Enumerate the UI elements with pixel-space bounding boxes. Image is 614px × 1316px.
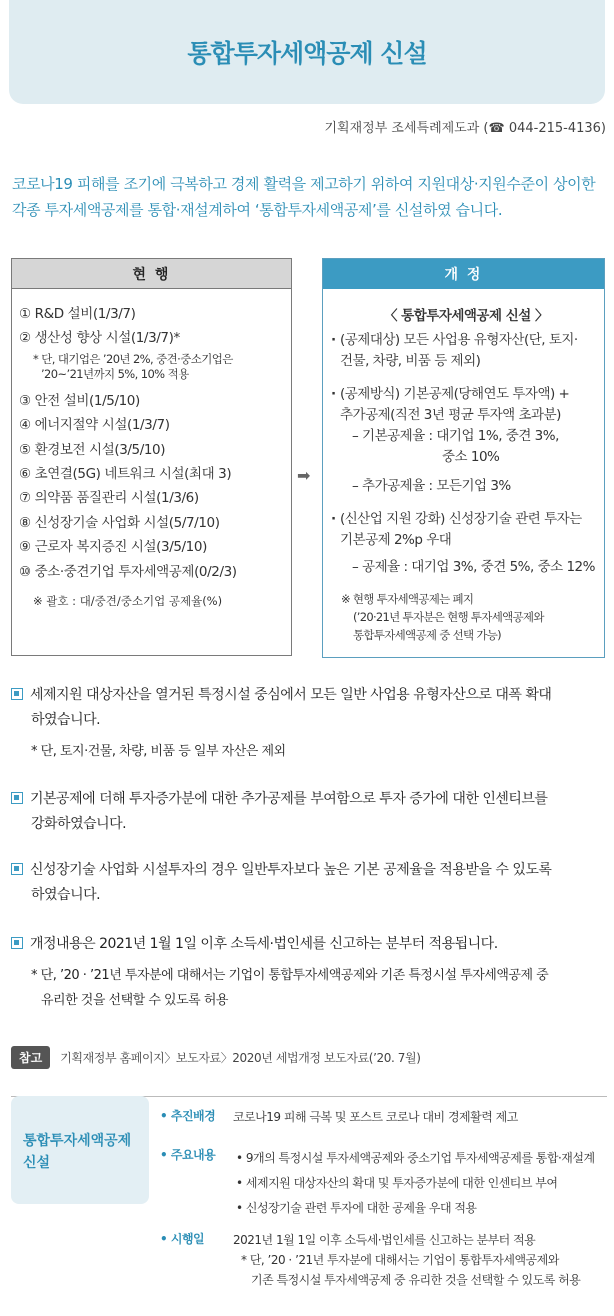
summary-date-note: * 단, ’20 · ’21년 투자분에 대해서는 기업이 통합투자세액공제와 (241, 1253, 559, 1267)
current-note: ※ 괄호 : 대/중견/중소기업 공제율(%) (33, 593, 223, 608)
bullet-line: · (공제방식) 기본공제(당해연도 투자액) + (340, 386, 570, 402)
note-line: (’20·21년 투자분은 현행 투자세액공제와 (353, 610, 544, 624)
note-line: ※ 현행 투자세액공제는 폐지 (341, 592, 474, 606)
current-item: ① R&D 설비(1/3/7) (19, 306, 136, 322)
revised-bullet (331, 384, 601, 497)
paragraph-3 (11, 858, 606, 908)
square-bullet-icon (11, 937, 23, 949)
sub-note-line: ’20~’21년까지 5%, 10% 적용 (41, 366, 189, 381)
revised-body (331, 304, 601, 644)
summary-list-item: • 신성장기술 관련 투자에 대한 공제율 우대 적용 (236, 1201, 477, 1215)
summary-date-line: 2021년 1월 1일 이후 소득세·법인세를 신고하는 분부터 적용 (233, 1233, 536, 1247)
paragraph-line: 하였습니다. (31, 712, 101, 728)
sub-note-line: * 단, 대기업은 ’20년 2%, 중견·중소기업은 (33, 351, 233, 366)
current-item: ⑧ 신성장기술 사업화 시설(5/7/10) (19, 514, 220, 531)
bullet-line: 추가공제(직전 3년 평균 투자액 초과분) (340, 407, 561, 423)
square-bullet-icon (11, 863, 23, 875)
current-header: 현 행 (12, 259, 291, 289)
current-item: ⑨ 근로자 복지증진 시설(3/5/10) (19, 539, 207, 556)
summary-date-value (233, 1230, 580, 1290)
summary-value: 코로나19 피해 극복 및 포스트 코로나 대비 경제활력 제고 (233, 1110, 518, 1124)
current-column (11, 258, 292, 656)
paragraph-1 (11, 683, 606, 764)
current-item: ② 생산성 향상 시설(1/3/7)* (19, 330, 180, 347)
square-bullet-icon (11, 688, 23, 700)
paragraph-2 (11, 787, 606, 837)
revised-bullet (331, 330, 601, 372)
current-item: ⑦ 의약품 품질관리 시설(1/3/6) (19, 490, 199, 507)
bullet-dash-line: – 기본공제율 : 대기업 1%, 중견 3%, (352, 428, 559, 444)
intro-text: 코로나19 피해를 조기에 극복하고 경제 활력을 제고하기 위하여 지원대상·지원수준이 상이한 각종 투자세액공제를 통합·재설계하여 ‘통합투자세액공제’를 신설하였 습니다. (12, 175, 596, 219)
revised-subtitle: 〈 통합투자세액공제 신설 〉 (383, 308, 548, 324)
revised-note (331, 590, 601, 644)
current-item: ⑥ 초연결(5G) 네트워크 시설(최대 3) (19, 465, 232, 482)
page-title: 통합투자세액공제 신설 (187, 39, 427, 68)
bullet-dash-line: – 공제율 : 대기업 3%, 중견 5%, 중소 12% (352, 559, 595, 575)
paragraph-note: * 단, ’20 · ’21년 투자분에 대해서는 기업이 통합투자세액공제와 기존 특정시설 투자세액공제 중 (31, 968, 549, 983)
paragraph-note: * 단, 토지·건물, 차량, 비품 등 일부 자산은 제외 (31, 744, 286, 759)
summary-title: 통합투자세액공제 신설 (23, 1133, 132, 1171)
paragraph-line: 신성장기술 사업화 시설투자의 경우 일반투자보다 높은 기본 공제율을 적용받을 수 있도록 (30, 862, 552, 878)
reference (11, 1046, 421, 1069)
paragraph-line: 세제지원 대상자산을 열거된 특정시설 중심에서 모든 일반 사업용 유형자산으로 대폭 확대 (30, 687, 552, 703)
square-bullet-icon (11, 792, 23, 804)
paragraph-line: 기본공제에 더해 투자증가분에 대한 추가공제를 부여함으로 투자 증가에 대한 인센티브를 (30, 791, 548, 807)
reference-text: 기획재정부 홈페이지〉보도자료〉2020년 세법개정 보도자료(’20. 7월) (60, 1051, 421, 1065)
bullet-line: 건물, 차량, 비품 등 제외) (340, 353, 481, 369)
current-item: ④ 에너지절약 시설(1/3/7) (19, 417, 170, 434)
paragraph-note: 유리한 것을 선택할 수 있도록 허용 (41, 993, 228, 1008)
current-item: ⑤ 환경보전 시설(3/5/10) (19, 441, 166, 458)
bullet-dash-line: – 추가공제율 : 모든기업 3% (352, 478, 511, 494)
summary-label: • 시행일 (160, 1232, 205, 1246)
bullet-line: 기본공제 2%p 우대 (340, 532, 452, 548)
current-sub-note (19, 352, 291, 382)
current-item: ⑩ 중소·중견기업 투자세액공제(0/2/3) (19, 563, 237, 580)
note-line: 통합투자세액공제 중 선택 가능) (353, 628, 501, 642)
bullet-line: · (신산업 지원 강화) 신성장기술 관련 투자는 (340, 511, 582, 527)
summary-list-item: • 세제지원 대상자산의 확대 및 투자증가분에 대한 인센티브 부여 (236, 1176, 558, 1190)
department-contact: 기획재정부 조세특례제도과 (☎ 044-215-4136) (324, 121, 606, 136)
summary-label: • 추진배경 (160, 1109, 216, 1123)
summary-list-item: • 9개의 특정시설 투자세액공제와 중소기업 투자세액공제를 통합·재설계 (236, 1151, 595, 1165)
revised-bullet (331, 509, 601, 578)
revised-header: 개 정 (323, 259, 604, 289)
summary-label: • 주요내용 (160, 1148, 216, 1162)
paragraph-line: 강화하였습니다. (31, 816, 127, 832)
bullet-line: · (공제대상) 모든 사업용 유형자산(단, 토지· (340, 332, 578, 348)
current-item: ③ 안전 설비(1/5/10) (19, 392, 140, 409)
current-items (19, 303, 291, 609)
arrow-right-icon: ➡ (297, 466, 311, 485)
paragraph-line: 개정내용은 2021년 1월 1일 이후 소득세·법인세를 신고하는 분부터 적용됩니다. (30, 936, 498, 952)
paragraph-line: 하였습니다. (31, 887, 101, 903)
summary-list (236, 1146, 595, 1221)
paragraph-4 (11, 932, 606, 1013)
revised-column (322, 258, 605, 658)
summary-title-box (11, 1096, 149, 1204)
bullet-dash-line: 중소 10% (442, 449, 500, 465)
title-banner (9, 0, 605, 104)
reference-tag: 참고 (11, 1046, 50, 1069)
summary-date-note: 기존 특정시설 투자세액공제 중 유리한 것을 선택할 수 있도록 허용 (251, 1273, 581, 1287)
